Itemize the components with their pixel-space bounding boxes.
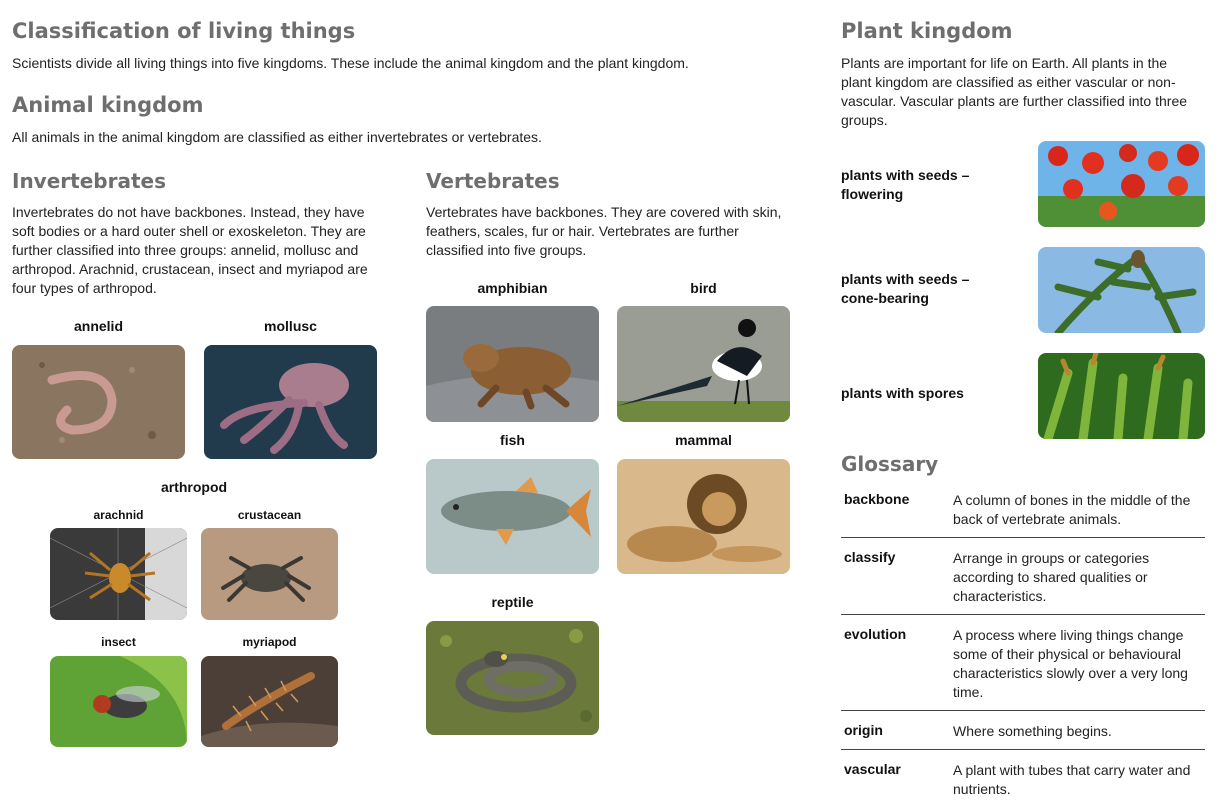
- mammal-photo: [617, 459, 790, 574]
- bird-label: bird: [690, 280, 717, 296]
- plant-kingdom-title: Plant kingdom: [841, 19, 1013, 43]
- glossary-term: evolution: [844, 626, 907, 642]
- invertebrates-text: Invertebrates do not have backbones. Instead, they have soft bodies or a hard outer shell or exoskeleton. They are further classified into three groups: annelid, mollusc and arthropod. Arachnid, crustacean, insect and myriapod are four types of arthropod.: [12, 204, 368, 296]
- vertebrates-text: Vertebrates have backbones. They are covered with skin, feathers, scales, fur or hair. Vertebrates are further classified into five groups.: [426, 204, 782, 258]
- glossary-row: [841, 542, 1205, 615]
- glossary-definition: A plant with tubes that carry water and nutrients.: [953, 762, 1191, 797]
- animal-kingdom-text: All animals in the animal kingdom are classified as either invertebrates or vertebrates.: [12, 129, 542, 145]
- glossary-title: Glossary: [841, 452, 939, 476]
- mollusc-label: mollusc: [264, 318, 317, 334]
- glossary-row: [841, 619, 1205, 711]
- classification-title: Classification of living things: [12, 19, 356, 43]
- bird-photo: [617, 306, 790, 422]
- annelid-label: annelid: [73, 318, 123, 334]
- glossary-row: [841, 754, 1205, 804]
- fish-label: fish: [500, 432, 525, 448]
- glossary-definition: Arrange in groups or categories according to shared qualities or characteristics.: [953, 550, 1150, 604]
- plant-cone-label: plants with seeds – cone-bearing: [841, 271, 970, 306]
- amphibian-label: amphibian: [477, 280, 548, 296]
- crustacean-photo: [201, 528, 338, 620]
- glossary-row: [841, 715, 1205, 750]
- plant-spores-label: plants with spores: [841, 385, 964, 401]
- arachnid-photo: [50, 528, 187, 620]
- glossary-row: [841, 484, 1205, 538]
- vertebrates-title: Vertebrates: [426, 169, 560, 193]
- insect-label: insect: [101, 635, 136, 649]
- glossary-definition: A process where living things change some of their physical or behavioural characteristics slowly over a very long time.: [953, 627, 1188, 700]
- glossary-term: vascular: [844, 761, 901, 777]
- annelid-photo: [12, 345, 185, 459]
- glossary-definition: Where something begins.: [953, 723, 1112, 739]
- fish-photo: [426, 459, 599, 574]
- flowering-plant-photo: [1038, 141, 1205, 227]
- myriapod-photo: [201, 656, 338, 747]
- insect-photo: [50, 656, 187, 747]
- cone-bearing-plant-photo: [1038, 247, 1205, 333]
- spore-plant-photo: [1038, 353, 1205, 439]
- classification-text: Scientists divide all living things into five kingdoms. These include the animal kingdom and the plant kingdom.: [12, 55, 689, 71]
- glossary-term: origin: [844, 722, 883, 738]
- glossary-definition: A column of bones in the middle of the back of vertebrate animals.: [953, 492, 1191, 527]
- glossary-term: classify: [844, 549, 896, 565]
- mammal-label: mammal: [675, 432, 732, 448]
- plant-kingdom-text: Plants are important for life on Earth. All plants in the plant kingdom are classified as either vascular or non-vascular. Vascular plants are further classified into three groups.: [841, 55, 1188, 128]
- plant-flowering-label: plants with seeds – flowering: [841, 167, 970, 202]
- reptile-label: reptile: [491, 594, 534, 610]
- mollusc-photo: [204, 345, 377, 459]
- arthropod-label: arthropod: [160, 479, 228, 495]
- crustacean-label: crustacean: [237, 508, 302, 522]
- animal-kingdom-title: Animal kingdom: [12, 93, 204, 117]
- arachnid-label: arachnid: [93, 508, 144, 522]
- amphibian-photo: [426, 306, 599, 422]
- myriapod-label: myriapod: [242, 635, 297, 649]
- reptile-photo: [426, 621, 599, 735]
- invertebrates-title: Invertebrates: [12, 169, 166, 193]
- glossary-term: backbone: [844, 491, 910, 507]
